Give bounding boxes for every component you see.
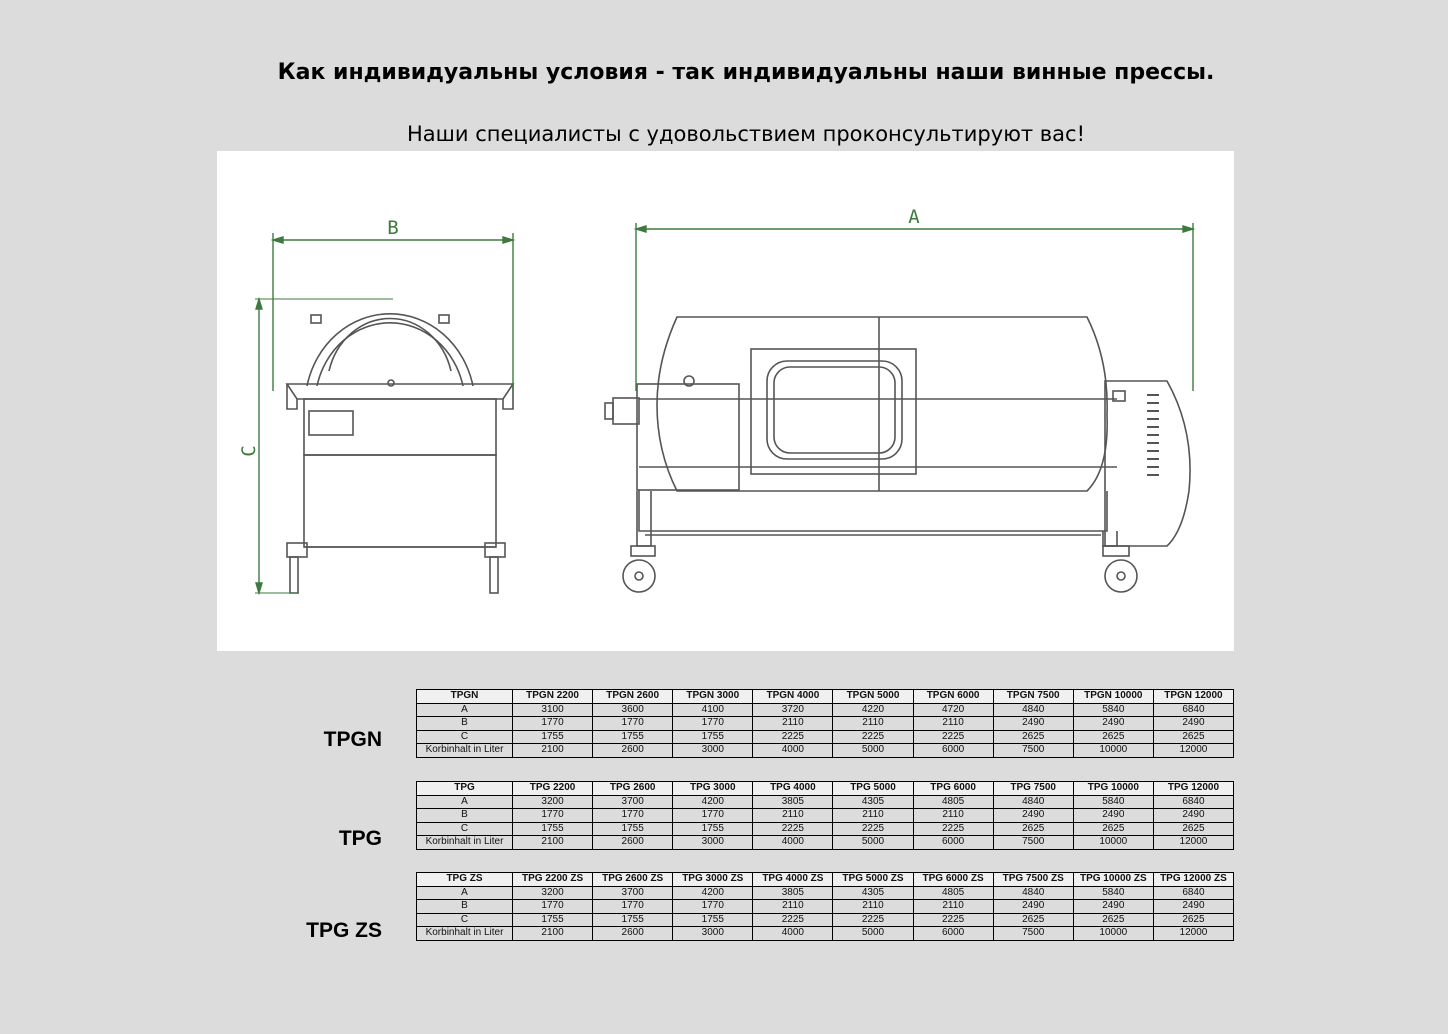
table-cell: 2110 (833, 900, 913, 914)
row-label: Korbinhalt in Liter (417, 836, 513, 850)
table-cell: 2110 (833, 717, 913, 731)
table-cell: 10000 (1073, 744, 1153, 758)
table-cell: 2625 (1073, 913, 1153, 927)
table-row (417, 836, 1234, 850)
table-cell: 2100 (513, 927, 593, 941)
header-cell: TPGN 7500 (993, 690, 1073, 704)
row-label: B (417, 900, 513, 914)
table-cell: 6000 (913, 836, 993, 850)
table-cell: 1755 (513, 730, 593, 744)
table-cell: 2490 (1153, 900, 1233, 914)
table-cell: 1755 (593, 913, 673, 927)
header-cell: TPG 5000 ZS (833, 873, 913, 887)
table-cell: 2490 (1153, 717, 1233, 731)
header-cell: TPG 7500 ZS (993, 873, 1073, 887)
table-cell: 1770 (593, 717, 673, 731)
header-cell: TPGN (417, 690, 513, 704)
table-cell: 3000 (673, 927, 753, 941)
table-cell: 1770 (593, 809, 673, 823)
header-cell: TPGN 2200 (513, 690, 593, 704)
spec-table-tpgn (416, 689, 1234, 758)
table-cell: 2625 (993, 730, 1073, 744)
table-cell: 3805 (753, 795, 833, 809)
table-cell: 4100 (673, 703, 753, 717)
header-cell: TPG 2600 ZS (593, 873, 673, 887)
header-cell: TPG (417, 782, 513, 796)
table-cell: 1755 (513, 913, 593, 927)
table-cell: 2600 (593, 744, 673, 758)
table-cell: 6840 (1153, 703, 1233, 717)
table-row (417, 795, 1234, 809)
table-cell: 2225 (833, 822, 913, 836)
table-cell: 1770 (593, 900, 673, 914)
table-cell: 10000 (1073, 927, 1153, 941)
table-cell: 1755 (513, 822, 593, 836)
table-cell: 3700 (593, 886, 673, 900)
table-cell: 3805 (753, 886, 833, 900)
header-cell: TPG 6000 ZS (913, 873, 993, 887)
table-cell: 1770 (513, 717, 593, 731)
table-cell: 2600 (593, 836, 673, 850)
table-cell: 2225 (753, 730, 833, 744)
table-cell: 2225 (753, 913, 833, 927)
table-row (417, 886, 1234, 900)
row-label: A (417, 795, 513, 809)
table-cell: 2490 (1073, 809, 1153, 823)
table-cell: 2110 (753, 900, 833, 914)
table-cell: 2110 (913, 717, 993, 731)
header-cell: TPGN 4000 (753, 690, 833, 704)
table-cell: 5840 (1073, 795, 1153, 809)
table-cell: 4000 (753, 744, 833, 758)
row-label: B (417, 717, 513, 731)
table-header-row (417, 873, 1234, 887)
table-cell: 1755 (673, 913, 753, 927)
table-row (417, 730, 1234, 744)
header-cell: TPG 7500 (993, 782, 1073, 796)
table-cell: 2225 (753, 822, 833, 836)
table-cell: 2490 (993, 809, 1073, 823)
table-cell: 2225 (913, 913, 993, 927)
table-cell: 5840 (1073, 886, 1153, 900)
row-label: C (417, 913, 513, 927)
table-cell: 5000 (833, 927, 913, 941)
model-label-tpg: TPG (338, 827, 382, 850)
table-cell: 6840 (1153, 886, 1233, 900)
table-row (417, 927, 1234, 941)
table-cell: 6000 (913, 927, 993, 941)
page-subheading: Наши специалисты с удовольствием проконсультируют вас! (407, 122, 1085, 146)
table-cell: 1755 (673, 822, 753, 836)
table-cell: 2490 (1073, 717, 1153, 731)
table-cell: 2490 (993, 717, 1073, 731)
header-cell: TPG 12000 ZS (1153, 873, 1233, 887)
table-cell: 2110 (913, 900, 993, 914)
header-cell: TPG 2200 ZS (513, 873, 593, 887)
table-cell: 2625 (993, 822, 1073, 836)
table-header-row (417, 690, 1234, 704)
table-cell: 1770 (513, 900, 593, 914)
header-cell: TPG 2200 (513, 782, 593, 796)
side-view (605, 317, 1190, 592)
table-cell: 1770 (673, 809, 753, 823)
table-cell: 1755 (673, 730, 753, 744)
table-cell: 3200 (513, 886, 593, 900)
table-cell: 6000 (913, 744, 993, 758)
table-cell: 2100 (513, 836, 593, 850)
table-cell: 2110 (753, 809, 833, 823)
table-cell: 2600 (593, 927, 673, 941)
table-cell: 5840 (1073, 703, 1153, 717)
table-cell: 4805 (913, 795, 993, 809)
table-cell: 5000 (833, 836, 913, 850)
table-cell: 4305 (833, 886, 913, 900)
header-cell: TPGN 5000 (833, 690, 913, 704)
row-label: C (417, 730, 513, 744)
table-cell: 2225 (833, 730, 913, 744)
table-row (417, 913, 1234, 927)
header-cell: TPG ZS (417, 873, 513, 887)
dimension-a-label: A (908, 206, 920, 228)
table-cell: 2110 (913, 809, 993, 823)
table-cell: 12000 (1153, 744, 1233, 758)
table-cell: 4305 (833, 795, 913, 809)
table-cell: 4805 (913, 886, 993, 900)
table-cell: 3000 (673, 744, 753, 758)
table-cell: 4840 (993, 795, 1073, 809)
table-cell: 3000 (673, 836, 753, 850)
table-cell: 2490 (1153, 809, 1233, 823)
header-cell: TPGN 10000 (1073, 690, 1153, 704)
table-row (417, 900, 1234, 914)
table-cell: 12000 (1153, 836, 1233, 850)
table-cell: 5000 (833, 744, 913, 758)
table-cell: 2110 (833, 809, 913, 823)
table-row (417, 717, 1234, 731)
table-cell: 2100 (513, 744, 593, 758)
table-cell: 3600 (593, 703, 673, 717)
table-cell: 1770 (513, 809, 593, 823)
row-label: C (417, 822, 513, 836)
table-cell: 1770 (673, 900, 753, 914)
table-cell: 2225 (913, 822, 993, 836)
row-label: A (417, 703, 513, 717)
spec-table-tpg-zs (416, 872, 1234, 941)
table-header-row (417, 782, 1234, 796)
table-row (417, 822, 1234, 836)
table-cell: 4000 (753, 927, 833, 941)
table-cell: 4840 (993, 703, 1073, 717)
table-cell: 2625 (1073, 822, 1153, 836)
table-row (417, 703, 1234, 717)
header-cell: TPG 4000 ZS (753, 873, 833, 887)
table-cell: 1755 (593, 730, 673, 744)
row-label: B (417, 809, 513, 823)
table-cell: 1755 (593, 822, 673, 836)
header-cell: TPGN 3000 (673, 690, 753, 704)
press-technical-drawing (217, 151, 1234, 651)
table-cell: 3700 (593, 795, 673, 809)
header-cell: TPG 3000 ZS (673, 873, 753, 887)
table-cell: 4000 (753, 836, 833, 850)
model-label-tpg-zs: TPG ZS (306, 919, 382, 942)
table-cell: 12000 (1153, 927, 1233, 941)
table-cell: 4200 (673, 886, 753, 900)
table-row (417, 809, 1234, 823)
header-cell: TPG 6000 (913, 782, 993, 796)
table-row (417, 744, 1234, 758)
table-cell: 2625 (993, 913, 1073, 927)
header-cell: TPGN 2600 (593, 690, 673, 704)
row-label: Korbinhalt in Liter (417, 927, 513, 941)
table-cell: 4840 (993, 886, 1073, 900)
table-cell: 7500 (993, 836, 1073, 850)
table-cell: 2625 (1073, 730, 1153, 744)
row-label: Korbinhalt in Liter (417, 744, 513, 758)
table-cell: 4720 (913, 703, 993, 717)
header-cell: TPG 10000 ZS (1073, 873, 1153, 887)
table-cell: 3720 (753, 703, 833, 717)
header-cell: TPGN 12000 (1153, 690, 1233, 704)
header-cell: TPG 10000 (1073, 782, 1153, 796)
dimension-c-label: C (238, 445, 260, 457)
table-cell: 4220 (833, 703, 913, 717)
table-cell: 2625 (1153, 822, 1233, 836)
header-cell: TPG 3000 (673, 782, 753, 796)
table-cell: 4200 (673, 795, 753, 809)
row-label: A (417, 886, 513, 900)
spec-table-tpg (416, 781, 1234, 850)
header-cell: TPG 5000 (833, 782, 913, 796)
table-cell: 7500 (993, 927, 1073, 941)
page-heading: Как индивидуальны условия - так индивидуальны наши винные прессы. (277, 60, 1215, 85)
dimension-b-label: B (387, 217, 399, 239)
model-label-tpgn: TPGN (323, 728, 382, 751)
table-cell: 2225 (833, 913, 913, 927)
front-view (287, 314, 513, 593)
table-cell: 3200 (513, 795, 593, 809)
table-cell: 2625 (1153, 913, 1233, 927)
table-cell: 10000 (1073, 836, 1153, 850)
table-cell: 2110 (753, 717, 833, 731)
table-cell: 7500 (993, 744, 1073, 758)
table-cell: 1770 (673, 717, 753, 731)
header-cell: TPG 12000 (1153, 782, 1233, 796)
table-cell: 2225 (913, 730, 993, 744)
header-cell: TPG 4000 (753, 782, 833, 796)
header-cell: TPG 2600 (593, 782, 673, 796)
table-cell: 3100 (513, 703, 593, 717)
table-cell: 2490 (993, 900, 1073, 914)
header-cell: TPGN 6000 (913, 690, 993, 704)
table-cell: 2490 (1073, 900, 1153, 914)
table-cell: 6840 (1153, 795, 1233, 809)
table-cell: 2625 (1153, 730, 1233, 744)
